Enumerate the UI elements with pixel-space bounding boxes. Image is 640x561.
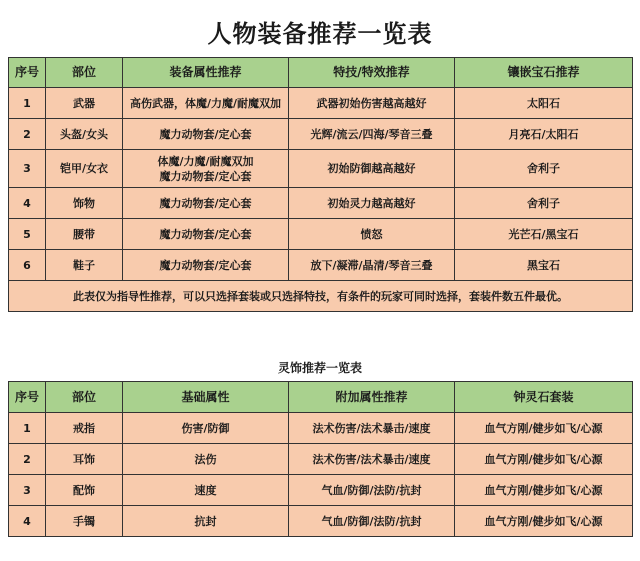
cell-attr: 魔力动物套/定心套 <box>123 219 289 250</box>
cell-part: 头盔/女头 <box>46 119 123 150</box>
header-attr: 装备属性推荐 <box>123 58 289 88</box>
cell-gem: 太阳石 <box>455 88 633 119</box>
cell-part: 配饰 <box>46 475 123 506</box>
cell-base: 抗封 <box>123 506 289 537</box>
cell-skill: 放下/凝滞/晶清/琴音三叠 <box>289 250 455 281</box>
cell-extra: 气血/防御/法防/抗封 <box>289 475 455 506</box>
cell-no: 3 <box>9 475 46 506</box>
table-row <box>9 150 633 188</box>
cell-gem: 黑宝石 <box>455 250 633 281</box>
header-extra: 附加属性推荐 <box>289 382 455 413</box>
header-skill: 特技/特效推荐 <box>289 58 455 88</box>
cell-part: 腰带 <box>46 219 123 250</box>
table-row <box>9 413 633 444</box>
section-subtitle: 灵饰推荐一览表 <box>277 361 362 375</box>
table-row <box>9 188 633 219</box>
header-part: 部位 <box>46 382 123 413</box>
table-note: 此表仅为指导性推荐，可以只选择套装或只选择特技，有条件的玩家可同时选择，套装件数五件最优。 <box>9 281 633 312</box>
cell-part: 饰物 <box>46 188 123 219</box>
cell-no: 2 <box>9 119 46 150</box>
table-row <box>9 444 633 475</box>
cell-gem: 光芒石/黑宝石 <box>455 219 633 250</box>
ornament-header-row <box>9 382 633 413</box>
cell-part: 耳饰 <box>46 444 123 475</box>
cell-skill: 初始防御越高越好 <box>289 150 455 188</box>
cell-attr <box>123 150 289 188</box>
cell-gem: 舍利子 <box>455 150 633 188</box>
cell-skill: 初始灵力越高越好 <box>289 188 455 219</box>
cell-extra: 气血/防御/法防/抗封 <box>289 506 455 537</box>
cell-skill: 愤怒 <box>289 219 455 250</box>
header-no: 序号 <box>9 58 46 88</box>
header-no: 序号 <box>9 382 46 413</box>
header-gem: 镶嵌宝石推荐 <box>455 58 633 88</box>
cell-no: 1 <box>9 88 46 119</box>
cell-part: 手镯 <box>46 506 123 537</box>
cell-no: 2 <box>9 444 46 475</box>
cell-no: 1 <box>9 413 46 444</box>
cell-no: 4 <box>9 188 46 219</box>
page-title: 人物装备推荐一览表 <box>207 20 433 48</box>
cell-gem: 舍利子 <box>455 188 633 219</box>
table-row <box>9 119 633 150</box>
table-row <box>9 88 633 119</box>
cell-attr-line1: 体魔/力魔/耐魔双加 <box>157 154 254 168</box>
cell-part: 戒指 <box>46 413 123 444</box>
cell-base: 法伤 <box>123 444 289 475</box>
equipment-header-row <box>9 58 633 88</box>
cell-skill: 武器初始伤害越高越好 <box>289 88 455 119</box>
header-set: 钟灵石套装 <box>455 382 633 413</box>
cell-set: 血气方刚/健步如飞/心源 <box>455 475 633 506</box>
cell-part: 武器 <box>46 88 123 119</box>
cell-attr: 魔力动物套/定心套 <box>123 119 289 150</box>
table-row <box>9 475 633 506</box>
table-row <box>9 506 633 537</box>
equipment-table <box>8 57 633 312</box>
cell-extra: 法术伤害/法术暴击/速度 <box>289 413 455 444</box>
cell-attr: 魔力动物套/定心套 <box>123 188 289 219</box>
cell-part: 铠甲/女衣 <box>46 150 123 188</box>
cell-gem: 月亮石/太阳石 <box>455 119 633 150</box>
cell-no: 3 <box>9 150 46 188</box>
table-row <box>9 219 633 250</box>
header-part: 部位 <box>46 58 123 88</box>
cell-set: 血气方刚/健步如飞/心源 <box>455 413 633 444</box>
cell-attr: 高伤武器，体魔/力魔/耐魔双加 <box>123 88 289 119</box>
cell-base: 伤害/防御 <box>123 413 289 444</box>
cell-no: 4 <box>9 506 46 537</box>
cell-skill: 光辉/流云/四海/琴音三叠 <box>289 119 455 150</box>
cell-base: 速度 <box>123 475 289 506</box>
ornament-table <box>8 381 633 537</box>
table-row <box>9 250 633 281</box>
cell-no: 6 <box>9 250 46 281</box>
cell-attr: 魔力动物套/定心套 <box>123 250 289 281</box>
cell-part: 鞋子 <box>46 250 123 281</box>
cell-no: 5 <box>9 219 46 250</box>
header-base: 基础属性 <box>123 382 289 413</box>
table-note-row <box>9 281 633 312</box>
cell-set: 血气方刚/健步如飞/心源 <box>455 444 633 475</box>
cell-attr-line2: 魔力动物套/定心套 <box>159 169 252 183</box>
cell-set: 血气方刚/健步如飞/心源 <box>455 506 633 537</box>
cell-extra: 法术伤害/法术暴击/速度 <box>289 444 455 475</box>
